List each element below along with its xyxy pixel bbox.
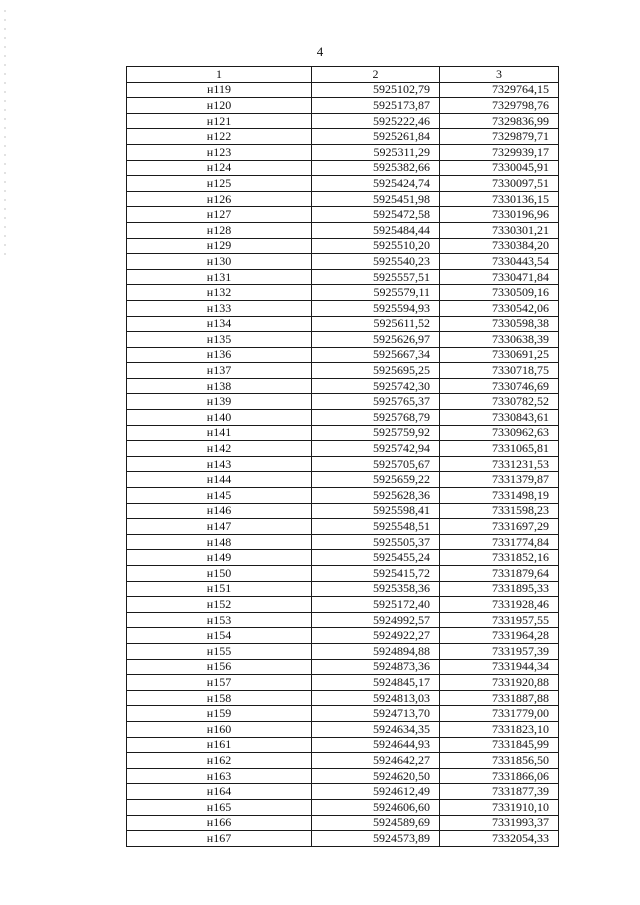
y-coordinate-cell: 7330509,16 — [440, 285, 559, 301]
y-coordinate-cell: 7331852,16 — [440, 550, 559, 566]
point-id-cell: н138 — [127, 378, 312, 394]
y-coordinate-cell: 7331895,33 — [440, 581, 559, 597]
y-coordinate-cell: 7330097,51 — [440, 176, 559, 192]
table-row — [127, 550, 559, 566]
table-row — [127, 191, 559, 207]
point-id-cell: н160 — [127, 721, 312, 737]
x-coordinate-cell: 5925742,94 — [312, 441, 440, 457]
x-coordinate-cell: 5925626,97 — [312, 332, 440, 348]
table-row — [127, 612, 559, 628]
point-id-cell: н125 — [127, 176, 312, 192]
table-row — [127, 831, 559, 847]
y-coordinate-cell: 7331920,88 — [440, 675, 559, 691]
table-row — [127, 721, 559, 737]
y-coordinate-cell: 7330746,69 — [440, 378, 559, 394]
point-id-cell: н143 — [127, 456, 312, 472]
y-coordinate-cell: 7330598,38 — [440, 316, 559, 332]
x-coordinate-cell: 5925484,44 — [312, 222, 440, 238]
x-coordinate-cell: 5925472,58 — [312, 207, 440, 223]
x-coordinate-cell: 5925172,40 — [312, 597, 440, 613]
y-coordinate-cell: 7330638,39 — [440, 332, 559, 348]
table-row — [127, 815, 559, 831]
x-coordinate-cell: 5924612,49 — [312, 784, 440, 800]
table-row — [127, 534, 559, 550]
y-coordinate-cell: 7331887,88 — [440, 690, 559, 706]
table-row — [127, 222, 559, 238]
x-coordinate-cell: 5925659,22 — [312, 472, 440, 488]
table-row — [127, 129, 559, 145]
point-id-cell: н163 — [127, 768, 312, 784]
point-id-cell: н165 — [127, 799, 312, 815]
x-coordinate-cell: 5925261,84 — [312, 129, 440, 145]
table-row — [127, 753, 559, 769]
y-coordinate-cell: 7331379,87 — [440, 472, 559, 488]
x-coordinate-cell: 5925424,74 — [312, 176, 440, 192]
table-row — [127, 363, 559, 379]
table-row — [127, 207, 559, 223]
page-number: 4 — [316, 44, 324, 59]
y-coordinate-cell: 7329939,17 — [440, 144, 559, 160]
y-coordinate-cell: 7330782,52 — [440, 394, 559, 410]
point-id-cell: н166 — [127, 815, 312, 831]
point-id-cell: н142 — [127, 441, 312, 457]
x-coordinate-cell: 5925557,51 — [312, 269, 440, 285]
point-id-cell: н164 — [127, 784, 312, 800]
y-coordinate-cell: 7331779,00 — [440, 706, 559, 722]
table-row — [127, 737, 559, 753]
x-coordinate-cell: 5924873,36 — [312, 659, 440, 675]
x-coordinate-cell: 5925594,93 — [312, 300, 440, 316]
point-id-cell: н137 — [127, 363, 312, 379]
point-id-cell: н152 — [127, 597, 312, 613]
y-coordinate-cell: 7331910,10 — [440, 799, 559, 815]
point-id-cell: н159 — [127, 706, 312, 722]
table-row — [127, 628, 559, 644]
x-coordinate-cell: 5924589,69 — [312, 815, 440, 831]
point-id-cell: н134 — [127, 316, 312, 332]
point-id-cell: н146 — [127, 503, 312, 519]
y-coordinate-cell: 7331065,81 — [440, 441, 559, 457]
header-row — [127, 67, 559, 83]
table-row — [127, 238, 559, 254]
x-coordinate-cell: 5924634,35 — [312, 721, 440, 737]
point-id-cell: н119 — [127, 82, 312, 98]
point-id-cell: н141 — [127, 425, 312, 441]
point-id-cell: н121 — [127, 113, 312, 129]
point-id-cell: н127 — [127, 207, 312, 223]
table-row — [127, 144, 559, 160]
table-row — [127, 160, 559, 176]
y-coordinate-cell: 7331774,84 — [440, 534, 559, 550]
y-coordinate-cell: 7330196,96 — [440, 207, 559, 223]
x-coordinate-cell: 5925415,72 — [312, 566, 440, 582]
point-id-cell: н139 — [127, 394, 312, 410]
point-id-cell: н154 — [127, 628, 312, 644]
y-coordinate-cell: 7330045,91 — [440, 160, 559, 176]
x-coordinate-cell: 5925540,23 — [312, 254, 440, 270]
point-id-cell: н124 — [127, 160, 312, 176]
x-coordinate-cell: 5925358,36 — [312, 581, 440, 597]
y-coordinate-cell: 7331957,39 — [440, 643, 559, 659]
point-id-cell: н132 — [127, 285, 312, 301]
table-header — [127, 67, 559, 83]
table-row — [127, 643, 559, 659]
x-coordinate-cell: 5925548,51 — [312, 519, 440, 535]
point-id-cell: н120 — [127, 98, 312, 114]
table-row — [127, 768, 559, 784]
y-coordinate-cell: 7330443,54 — [440, 254, 559, 270]
table-row — [127, 441, 559, 457]
y-coordinate-cell: 7331598,23 — [440, 503, 559, 519]
table-row — [127, 675, 559, 691]
y-coordinate-cell: 7330718,75 — [440, 363, 559, 379]
point-id-cell: н145 — [127, 488, 312, 504]
x-coordinate-cell: 5925311,29 — [312, 144, 440, 160]
table-row — [127, 285, 559, 301]
x-coordinate-cell: 5925759,92 — [312, 425, 440, 441]
x-coordinate-cell: 5925102,79 — [312, 82, 440, 98]
x-coordinate-cell: 5925451,98 — [312, 191, 440, 207]
point-id-cell: н129 — [127, 238, 312, 254]
y-coordinate-cell: 7331498,19 — [440, 488, 559, 504]
point-id-cell: н126 — [127, 191, 312, 207]
x-coordinate-cell: 5924606,60 — [312, 799, 440, 815]
y-coordinate-cell: 7330384,20 — [440, 238, 559, 254]
point-id-cell: н151 — [127, 581, 312, 597]
table-row — [127, 456, 559, 472]
point-id-cell: н123 — [127, 144, 312, 160]
table-row — [127, 488, 559, 504]
y-coordinate-cell: 7331845,99 — [440, 737, 559, 753]
y-coordinate-cell: 7331964,28 — [440, 628, 559, 644]
x-coordinate-cell: 5924813,03 — [312, 690, 440, 706]
point-id-cell: н158 — [127, 690, 312, 706]
y-coordinate-cell: 7331823,10 — [440, 721, 559, 737]
x-coordinate-cell: 5925382,66 — [312, 160, 440, 176]
y-coordinate-cell: 7330691,25 — [440, 347, 559, 363]
y-coordinate-cell: 7329879,71 — [440, 129, 559, 145]
point-id-cell: н162 — [127, 753, 312, 769]
y-coordinate-cell: 7332054,33 — [440, 831, 559, 847]
x-coordinate-cell: 5925765,37 — [312, 394, 440, 410]
table-row — [127, 690, 559, 706]
column-header-point: 1 — [127, 67, 312, 83]
table-row — [127, 113, 559, 129]
table-row — [127, 269, 559, 285]
point-id-cell: н135 — [127, 332, 312, 348]
y-coordinate-cell: 7331877,39 — [440, 784, 559, 800]
table-row — [127, 410, 559, 426]
table-row — [127, 597, 559, 613]
table-row — [127, 347, 559, 363]
point-id-cell: н157 — [127, 675, 312, 691]
table-row — [127, 98, 559, 114]
x-coordinate-cell: 5924642,27 — [312, 753, 440, 769]
y-coordinate-cell: 7329798,76 — [440, 98, 559, 114]
y-coordinate-cell: 7331866,06 — [440, 768, 559, 784]
y-coordinate-cell: 7331944,34 — [440, 659, 559, 675]
point-id-cell: н147 — [127, 519, 312, 535]
table-row — [127, 176, 559, 192]
point-id-cell: н131 — [127, 269, 312, 285]
table-row — [127, 566, 559, 582]
x-coordinate-cell: 5924894,88 — [312, 643, 440, 659]
table-row — [127, 472, 559, 488]
table-row — [127, 503, 559, 519]
column-header-y: 3 — [440, 67, 559, 83]
y-coordinate-cell: 7330843,61 — [440, 410, 559, 426]
point-id-cell: н155 — [127, 643, 312, 659]
point-id-cell: н144 — [127, 472, 312, 488]
point-id-cell: н136 — [127, 347, 312, 363]
table-row — [127, 519, 559, 535]
table-body — [127, 82, 559, 846]
x-coordinate-cell: 5924845,17 — [312, 675, 440, 691]
table-row — [127, 300, 559, 316]
table-row — [127, 378, 559, 394]
x-coordinate-cell: 5925505,37 — [312, 534, 440, 550]
point-id-cell: н140 — [127, 410, 312, 426]
y-coordinate-cell: 7331231,53 — [440, 456, 559, 472]
x-coordinate-cell: 5925768,79 — [312, 410, 440, 426]
table-row — [127, 254, 559, 270]
y-coordinate-cell: 7330301,21 — [440, 222, 559, 238]
x-coordinate-cell: 5925695,25 — [312, 363, 440, 379]
point-id-cell: н156 — [127, 659, 312, 675]
point-id-cell: н122 — [127, 129, 312, 145]
table-row — [127, 316, 559, 332]
x-coordinate-cell: 5925628,36 — [312, 488, 440, 504]
point-id-cell: н128 — [127, 222, 312, 238]
table-row — [127, 799, 559, 815]
x-coordinate-cell: 5925705,67 — [312, 456, 440, 472]
table-row — [127, 659, 559, 675]
table-row — [127, 581, 559, 597]
x-coordinate-cell: 5925510,20 — [312, 238, 440, 254]
x-coordinate-cell: 5925667,34 — [312, 347, 440, 363]
x-coordinate-cell: 5925579,11 — [312, 285, 440, 301]
x-coordinate-cell: 5925611,52 — [312, 316, 440, 332]
point-id-cell: н148 — [127, 534, 312, 550]
y-coordinate-cell: 7331879,64 — [440, 566, 559, 582]
y-coordinate-cell: 7329836,99 — [440, 113, 559, 129]
x-coordinate-cell: 5924573,89 — [312, 831, 440, 847]
x-coordinate-cell: 5925173,87 — [312, 98, 440, 114]
point-id-cell: н130 — [127, 254, 312, 270]
y-coordinate-cell: 7330542,06 — [440, 300, 559, 316]
x-coordinate-cell: 5925455,24 — [312, 550, 440, 566]
point-id-cell: н153 — [127, 612, 312, 628]
table-row — [127, 82, 559, 98]
x-coordinate-cell: 5924992,57 — [312, 612, 440, 628]
table-row — [127, 394, 559, 410]
table-row — [127, 706, 559, 722]
coordinates-table — [126, 66, 559, 847]
y-coordinate-cell: 7331957,55 — [440, 612, 559, 628]
y-coordinate-cell: 7330136,15 — [440, 191, 559, 207]
column-header-x: 2 — [312, 67, 440, 83]
point-id-cell: н161 — [127, 737, 312, 753]
x-coordinate-cell: 5925742,30 — [312, 378, 440, 394]
table-row — [127, 784, 559, 800]
x-coordinate-cell: 5925598,41 — [312, 503, 440, 519]
table-row — [127, 332, 559, 348]
x-coordinate-cell: 5924644,93 — [312, 737, 440, 753]
point-id-cell: н133 — [127, 300, 312, 316]
x-coordinate-cell: 5924922,27 — [312, 628, 440, 644]
y-coordinate-cell: 7331856,50 — [440, 753, 559, 769]
x-coordinate-cell: 5925222,46 — [312, 113, 440, 129]
y-coordinate-cell: 7331993,37 — [440, 815, 559, 831]
y-coordinate-cell: 7331928,46 — [440, 597, 559, 613]
y-coordinate-cell: 7330471,84 — [440, 269, 559, 285]
point-id-cell: н149 — [127, 550, 312, 566]
y-coordinate-cell: 7331697,29 — [440, 519, 559, 535]
point-id-cell: н150 — [127, 566, 312, 582]
y-coordinate-cell: 7329764,15 — [440, 82, 559, 98]
table-row — [127, 425, 559, 441]
point-id-cell: н167 — [127, 831, 312, 847]
x-coordinate-cell: 5924713,70 — [312, 706, 440, 722]
x-coordinate-cell: 5924620,50 — [312, 768, 440, 784]
y-coordinate-cell: 7330962,63 — [440, 425, 559, 441]
